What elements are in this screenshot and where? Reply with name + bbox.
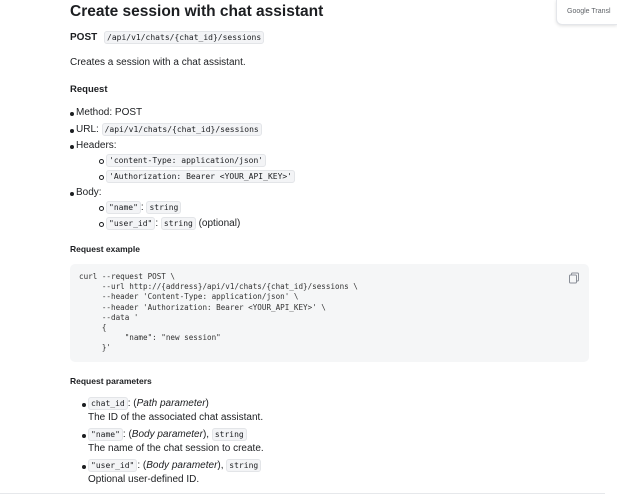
param-name: "user_id": [88, 459, 137, 472]
param-type: string: [226, 459, 261, 472]
param-type: string: [212, 428, 247, 441]
url-item: URL: /api/v1/chats/{chat_id}/sessions: [76, 124, 262, 135]
google-translate-popup[interactable]: [556, 0, 617, 25]
url-value: /api/v1/chats/{chat_id}/sessions: [102, 123, 262, 136]
body-field: "name" : string: [106, 202, 181, 213]
header-entry: 'Authorization: Bearer <YOUR_API_KEY>': [106, 171, 295, 182]
endpoint-description: Creates a session with a chat assistant.: [70, 57, 246, 68]
endpoint-path: /api/v1/chats/{chat_id}/sessions: [104, 31, 264, 44]
body-field: "user_id" : string (optional): [106, 218, 240, 229]
method-item: Method: POST: [76, 107, 143, 118]
code-block: [70, 264, 589, 362]
param-name: "name": [88, 428, 123, 441]
param-description: The name of the chat session to create.: [88, 443, 264, 454]
headers-item: Headers:: [76, 140, 117, 151]
param-item: "user_id" : (Body parameter), string: [88, 460, 261, 471]
request-example-heading: Request example: [70, 244, 140, 254]
copy-icon[interactable]: [568, 272, 580, 284]
endpoint-line: [70, 32, 264, 43]
page-title: Create session with chat assistant: [70, 3, 324, 20]
param-item: chat_id : (Path parameter): [88, 398, 209, 409]
divider: [0, 493, 605, 494]
request-parameters-heading: Request parameters: [70, 376, 152, 386]
param-description: Optional user-defined ID.: [88, 474, 200, 485]
google-translate-label: Google Transl: [567, 8, 611, 15]
header-entry: 'content-Type: application/json': [106, 155, 266, 166]
request-heading: Request: [70, 84, 108, 95]
param-name: chat_id: [88, 397, 128, 410]
param-item: "name" : (Body parameter), string: [88, 429, 247, 440]
code-text: curl --request POST \ --url http://{address}/api/v1/chats/{chat_id}/sessions \ --header 'Content-Type: application/json' \ --header 'Authorization: Bearer <YOUR_API_KEY>' \ --data ' { "name": "new session" }': [79, 272, 358, 353]
body-item: Body:: [76, 187, 102, 198]
param-description: The ID of the associated chat assistant.: [88, 412, 264, 423]
http-method: POST: [70, 32, 98, 43]
